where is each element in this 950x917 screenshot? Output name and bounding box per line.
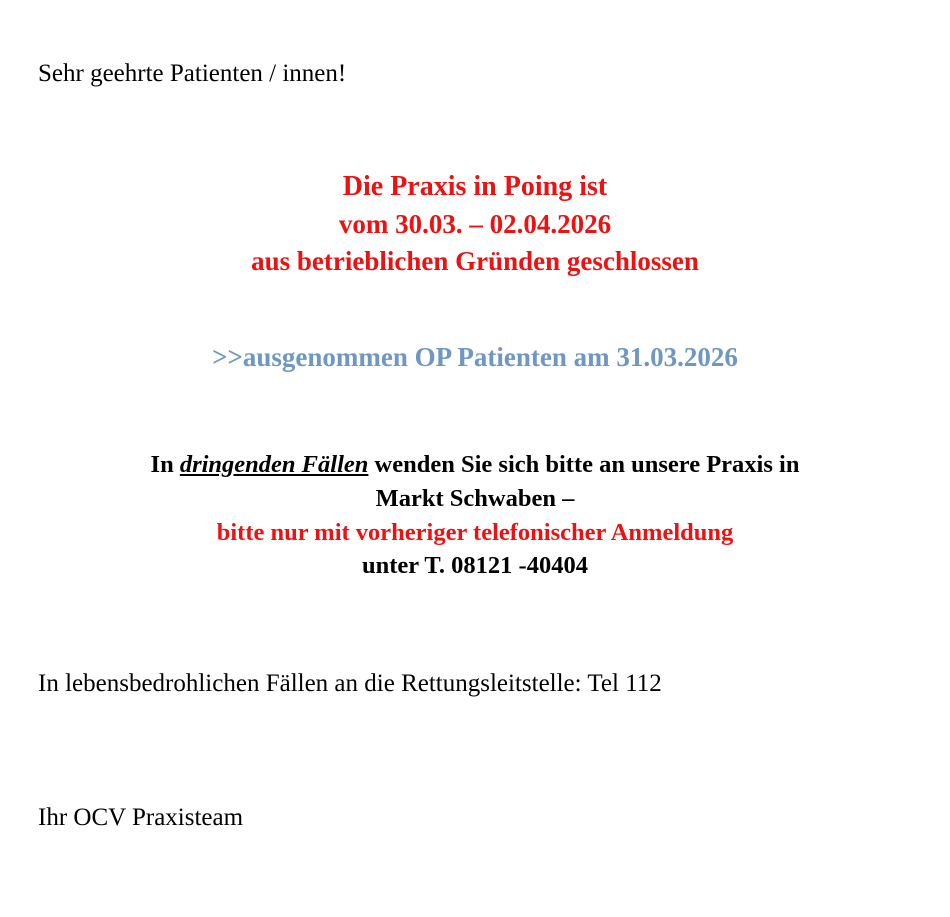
closure-notice [0,168,950,280]
emergency-note: In lebensbedrohlichen Fällen an die Rettungsleitstelle: Tel 112 [38,670,662,697]
op-exception-notice [0,340,950,375]
urgent-line-4-phone: unter T. 08121 -40404 [362,552,588,580]
salutation-text: Sehr geehrte Patienten / innen! [38,60,347,87]
urgent-emphasis: dringenden Fällen [179,451,369,478]
closure-line-practice: Die Praxis in Poing ist [342,171,608,202]
closure-line-reason: aus betrieblichen Gründen geschlossen [251,246,699,277]
urgent-line-1 [0,448,950,482]
urgent-cases-notice [0,448,950,583]
urgent-prefix: In [150,451,180,478]
op-exception-text: >>ausgenommen OP Patienten am 31.03.2026 [212,342,738,372]
urgent-suffix: wenden Sie sich bitte an unsere Praxis in [368,451,800,478]
signature-text: Ihr OCV Praxisteam [38,804,244,831]
urgent-line-3-appointment: bitte nur mit vorheriger telefonischer Anmeldung [216,518,734,546]
closure-line-dates: vom 30.03. – 02.04.2026 [338,209,612,240]
urgent-line-2: Markt Schwaben – [375,484,575,512]
